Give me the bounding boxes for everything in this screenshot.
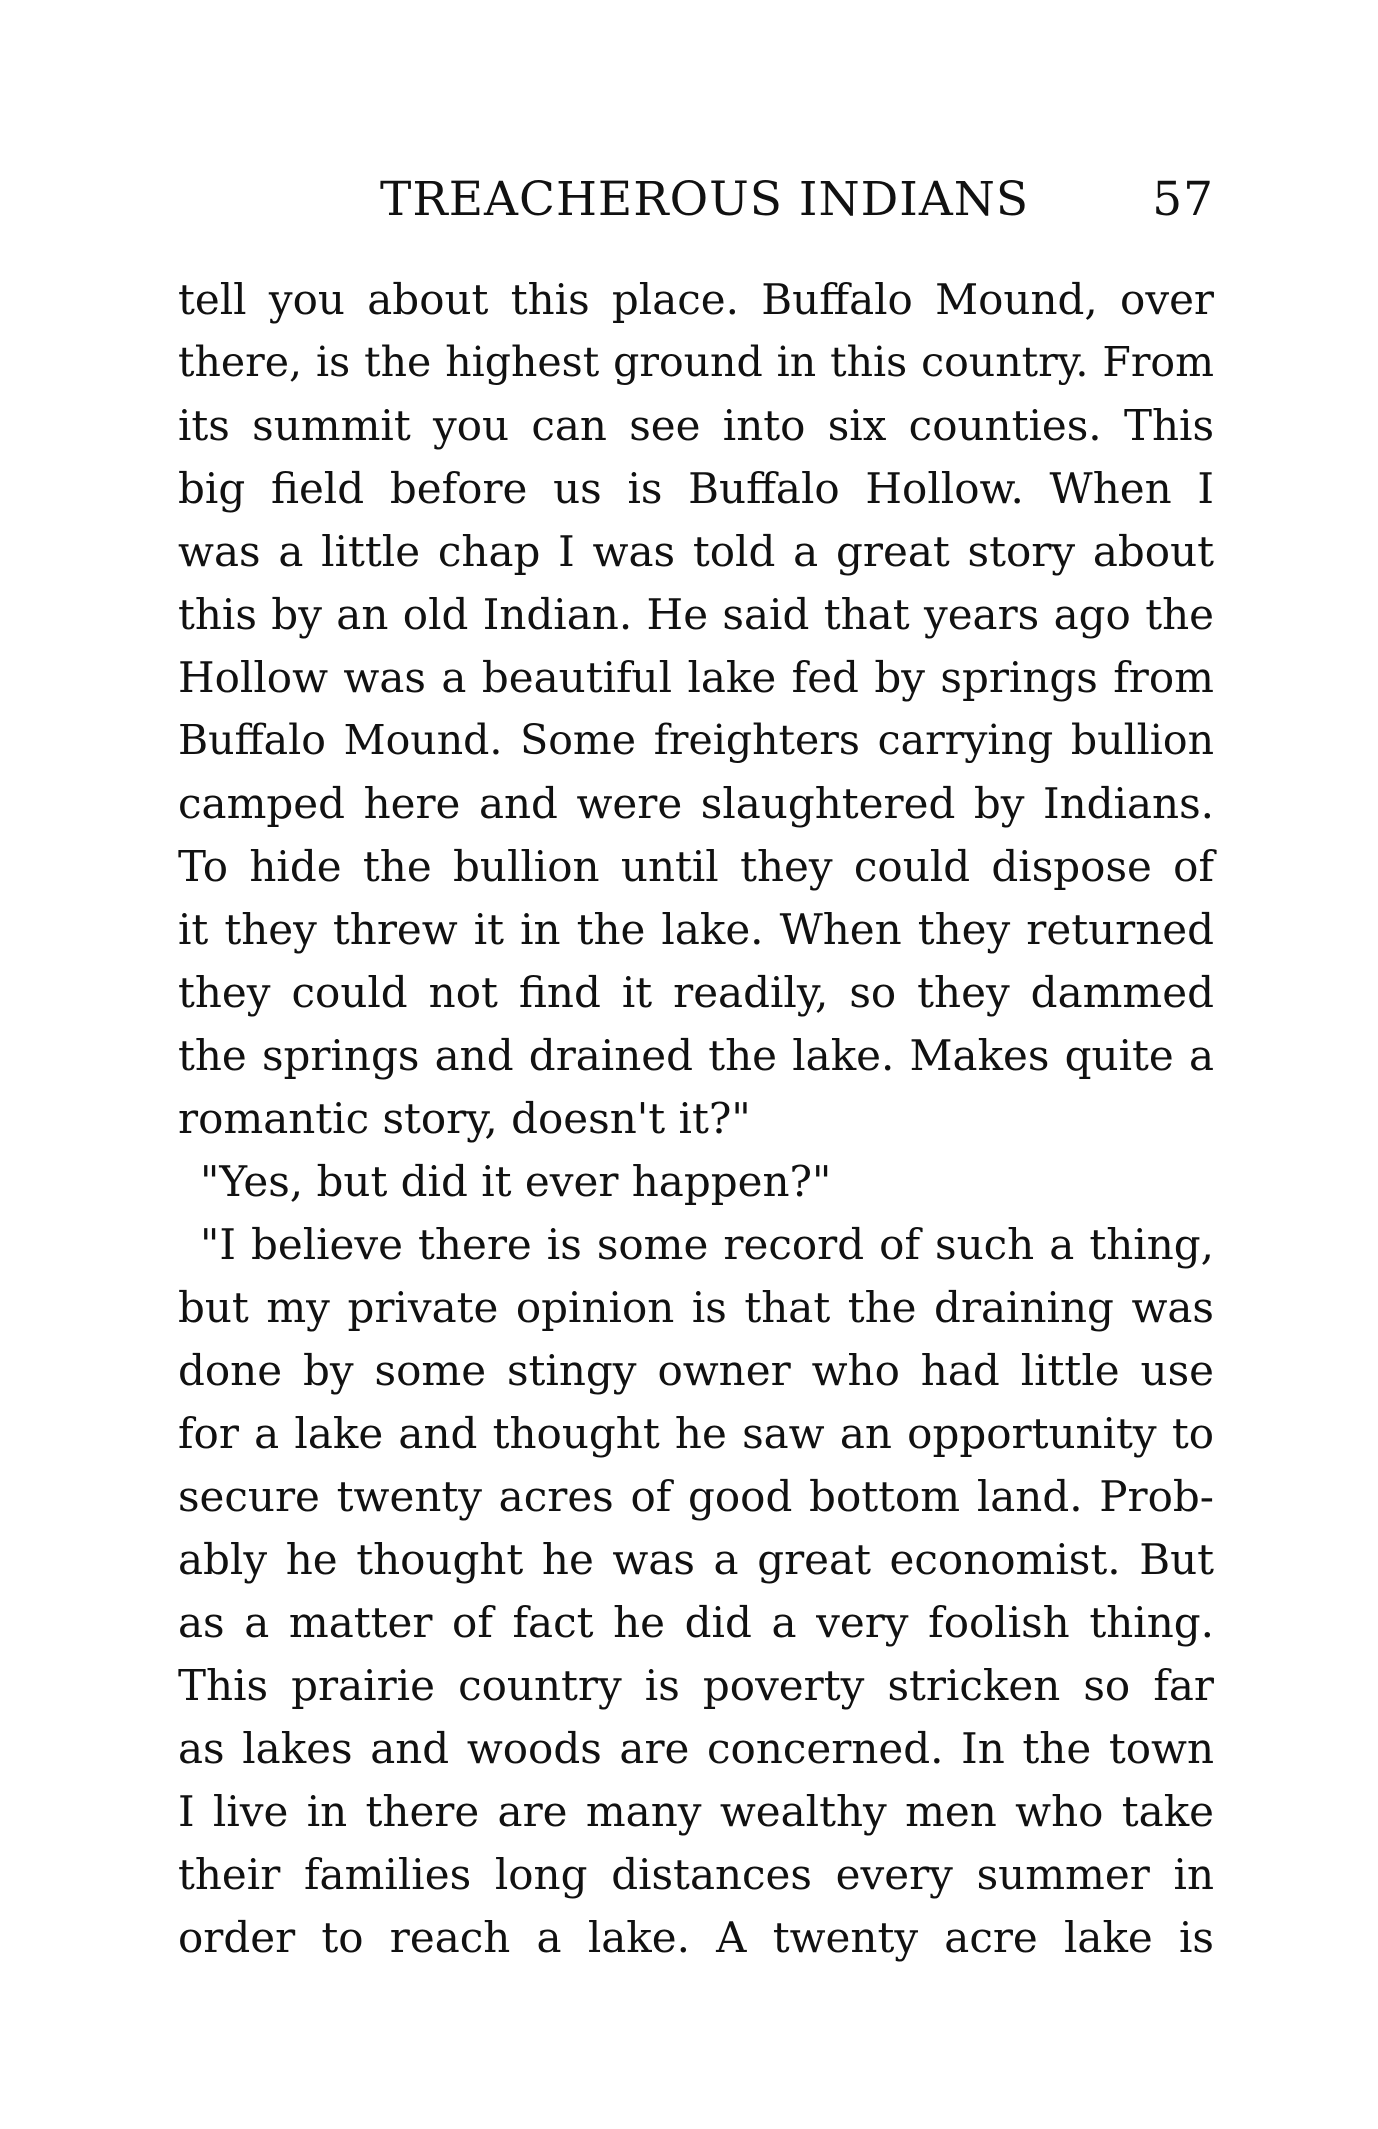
text-line: romantic story, doesn't it?" bbox=[178, 1094, 751, 1143]
text-line: tell you about this place. Buffalo Mound, over bbox=[178, 275, 1214, 324]
text-line: Hollow was a beautiful lake fed by springs from bbox=[178, 653, 1214, 702]
text-line: secure twenty acres of good bottom land. Prob- bbox=[178, 1472, 1214, 1521]
body-text bbox=[178, 268, 1214, 1969]
text-line: this by an old Indian. He said that years ago the bbox=[178, 590, 1214, 639]
text-line: its summit you can see into six counties. This bbox=[178, 401, 1214, 450]
text-line: done by some stingy owner who had little use bbox=[178, 1346, 1214, 1395]
text-line: was a little chap I was told a great story about bbox=[178, 527, 1214, 576]
chapter-title: TREACHEROUS INDIANS bbox=[380, 172, 1030, 227]
text-line: their families long distances every summer in bbox=[178, 1850, 1214, 1899]
text-line: there, is the highest ground in this country. From bbox=[178, 338, 1214, 386]
text-line: To hide the bullion until they could dispose of bbox=[178, 842, 1214, 891]
text-line: ably he thought he was a great economist. But bbox=[178, 1535, 1214, 1584]
running-header bbox=[380, 172, 1214, 232]
text-line: they could not find it readily, so they dammed bbox=[178, 968, 1214, 1017]
text-line: camped here and were slaughtered by Indians. bbox=[178, 779, 1214, 828]
text-line: order to reach a lake. A twenty acre lake is bbox=[178, 1913, 1214, 1962]
text-line: Buffalo Mound. Some freighters carrying bullion bbox=[178, 716, 1214, 764]
text-line: but my private opinion is that the draining was bbox=[178, 1283, 1214, 1332]
text-line: as a matter of fact he did a very foolish thing. bbox=[178, 1598, 1214, 1647]
text-line: I live in there are many wealthy men who take bbox=[178, 1787, 1214, 1836]
page-number: 57 bbox=[1152, 172, 1214, 227]
text-line: it they threw it in the lake. When they returned bbox=[178, 905, 1214, 954]
text-line: as lakes and woods are concerned. In the town bbox=[178, 1724, 1214, 1773]
text-line: "I believe there is some record of such a thing, bbox=[200, 1220, 1214, 1269]
text-line: the springs and drained the lake. Makes quite a bbox=[178, 1031, 1214, 1080]
text-line: big field before us is Buffalo Hollow. When I bbox=[178, 464, 1214, 513]
text-line: for a lake and thought he saw an opportunity to bbox=[178, 1409, 1214, 1458]
text-line: This prairie country is poverty stricken so far bbox=[178, 1661, 1214, 1710]
text-line: "Yes, but did it ever happen?" bbox=[200, 1157, 832, 1206]
